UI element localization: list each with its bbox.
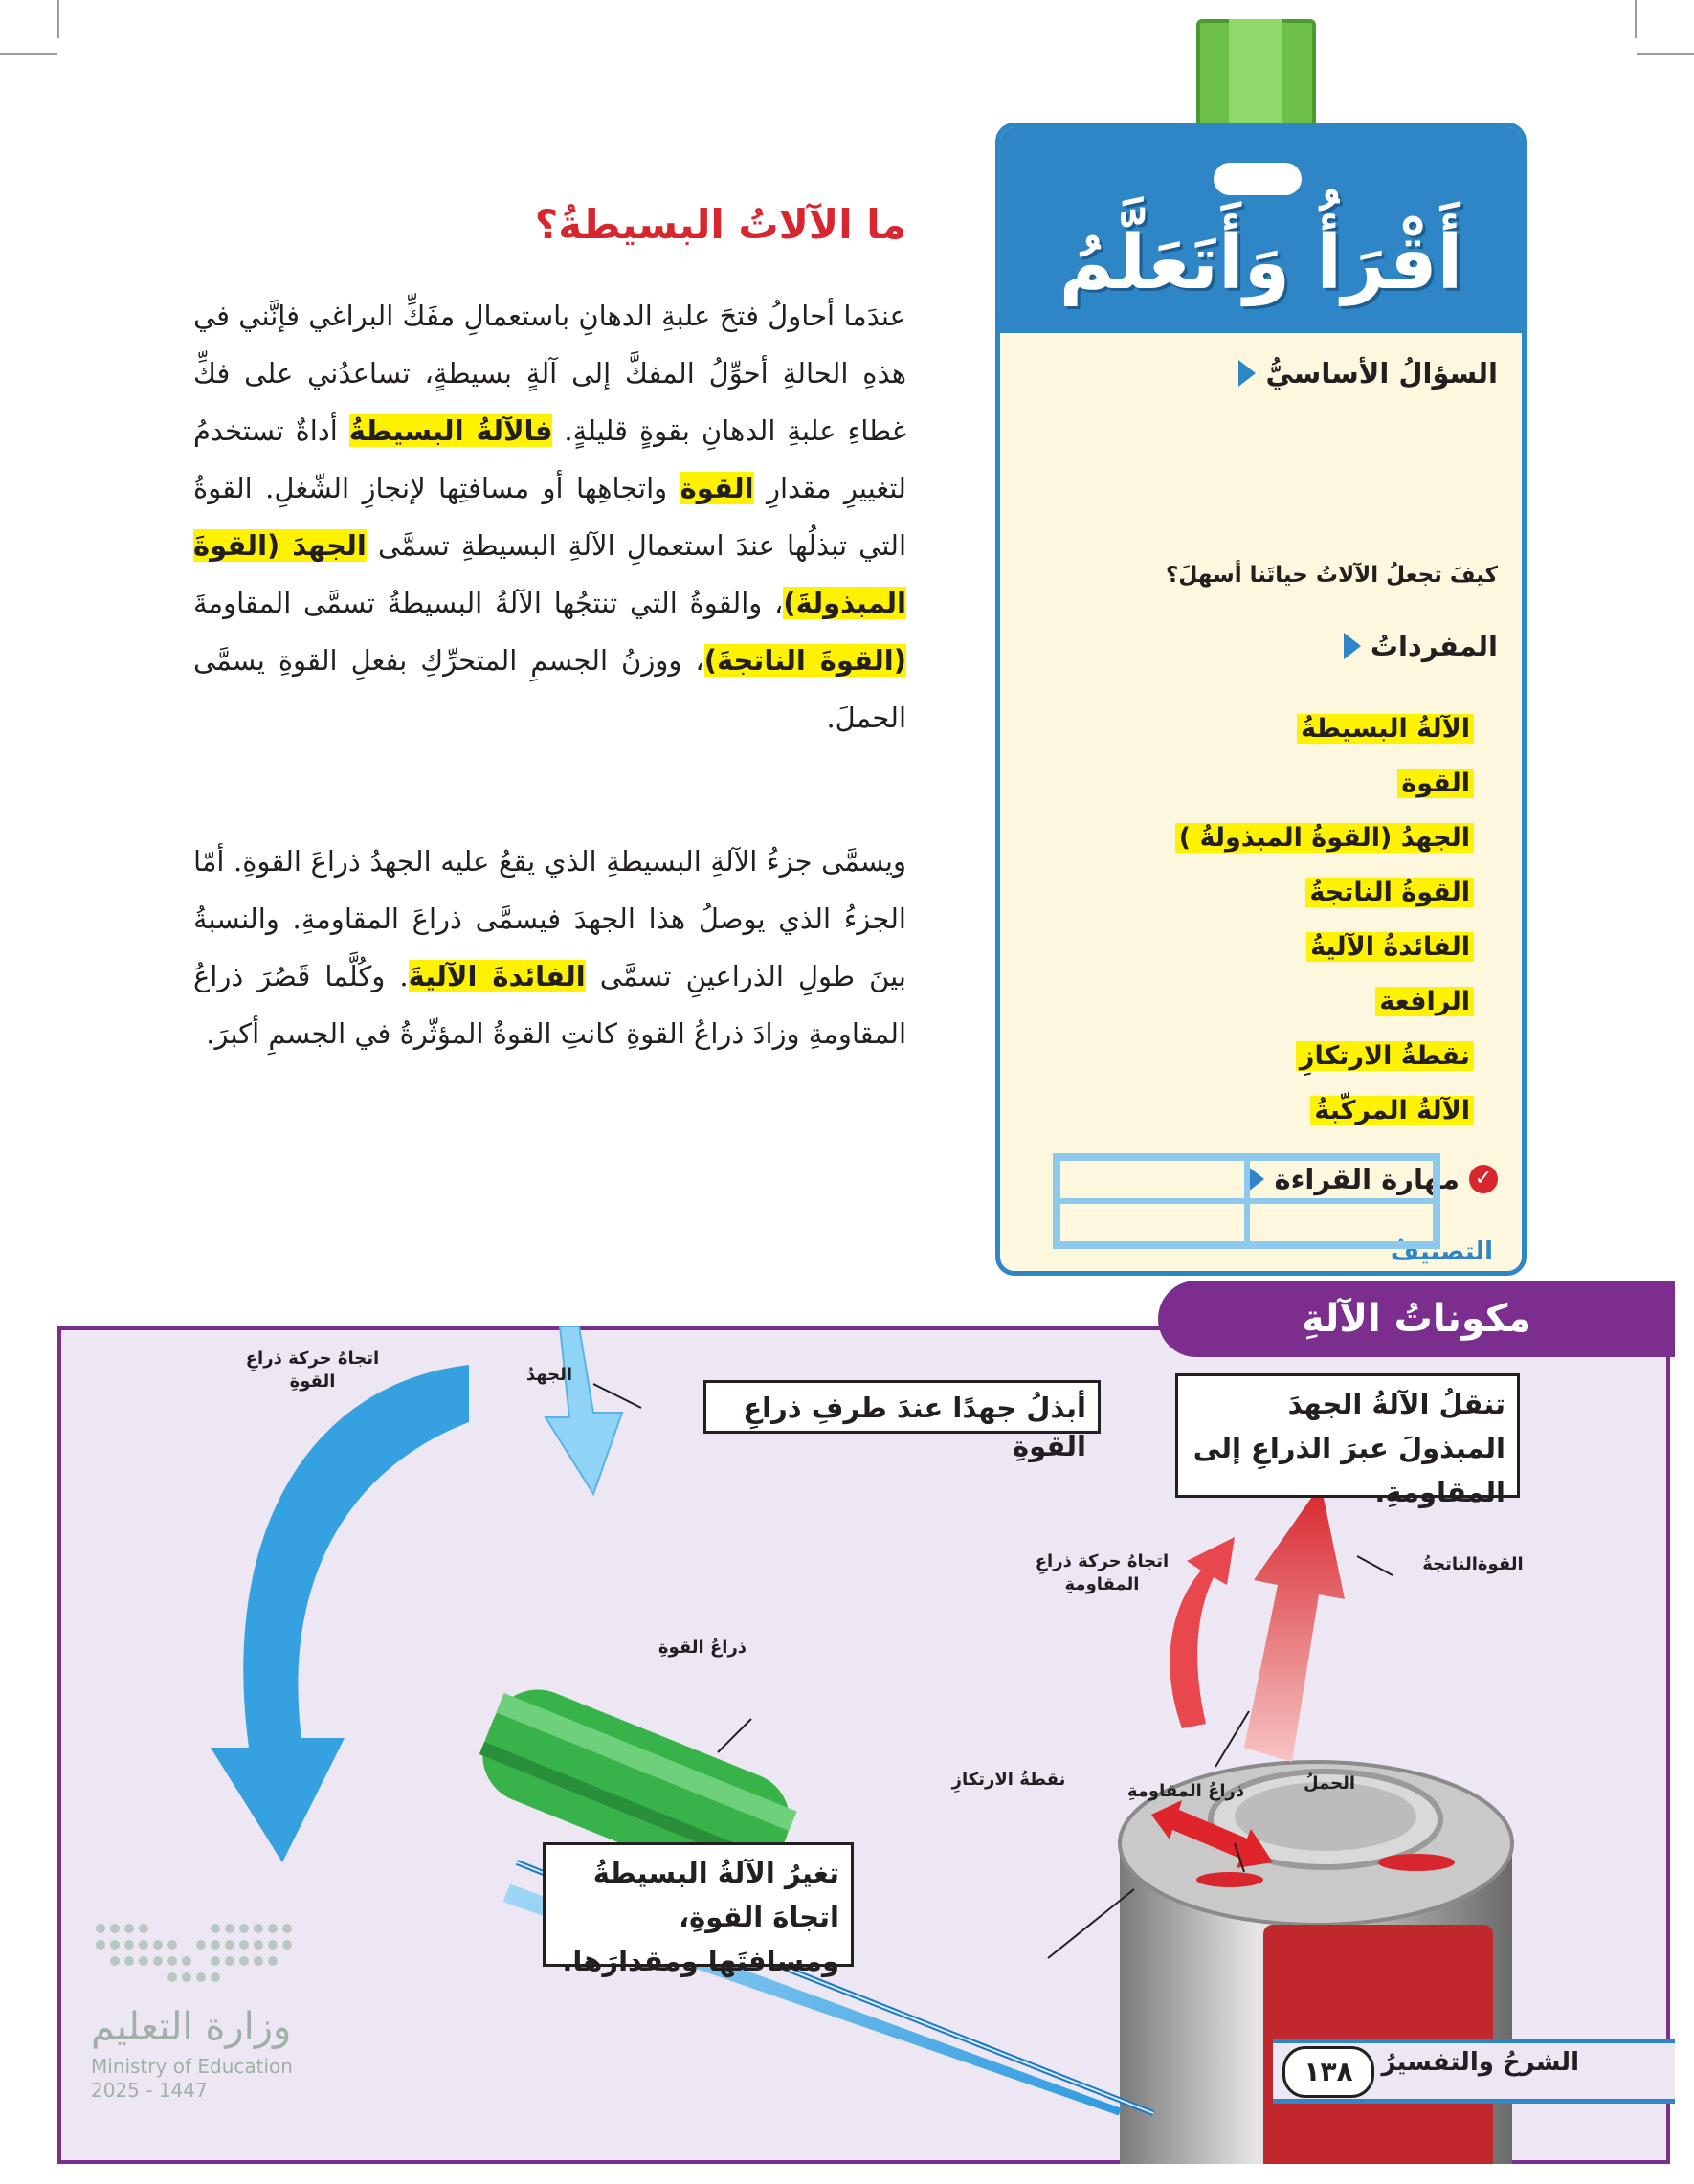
key-term: (القوةَ الناتجةَ) xyxy=(703,644,906,677)
vocabulary-heading xyxy=(1344,630,1498,662)
vocabulary-item: نقطةُ الارتكازِ xyxy=(1024,1029,1474,1083)
strap-slot xyxy=(1214,163,1302,195)
label-effort-direction: اتجاهُ حركة ذراعِ القوةِ xyxy=(245,1348,380,1392)
section-heading: ما الآلاتُ البسيطةُ؟ xyxy=(534,201,906,248)
reading-skill: التصنيفُ xyxy=(1390,1237,1493,1266)
key-term: الفائدةَ الآليةَ xyxy=(408,960,586,992)
label-effort-arm: ذراعُ القوةِ xyxy=(658,1638,747,1658)
page-number: ١٣٨ xyxy=(1282,2046,1374,2098)
crop-mark xyxy=(1637,53,1694,55)
paragraph-2: ويسمَّى جزءُ الآلةِ البسيطةِ الذي يقعُ عليه الجهدُ ذراعَ القوةِ. أمّا الجزءُ الذي يوصلُ هذا الجهدَ فيسمَّى ذراعَ المقاومةِ. والنسبةُ بينَ طولِ الذراعينِ تسمَّى الفائدةَ الآليةَ. وكُلَّما قَصُرَ ذراعُ المقاومةِ وزادَ ذراعُ القوةِ كانتِ القوةُ المؤثّرةُ في الجسمِ أكبرَ. xyxy=(193,845,907,1050)
vocabulary-item: الآلةُ البسيطةُ xyxy=(1024,702,1474,756)
key-term: فالآلةُ البسيطةُ xyxy=(348,414,553,447)
table-cell xyxy=(1058,1201,1247,1244)
checkmark-icon: ✓ xyxy=(1469,1165,1498,1193)
label-fulcrum: نقطةُ الارتكازِ xyxy=(951,1770,1066,1790)
crop-mark xyxy=(57,0,59,38)
vocabulary-item: الآلةُ المركّبةُ xyxy=(1024,1083,1474,1138)
table-cell xyxy=(1247,1201,1437,1244)
output-force-arrow xyxy=(1244,1484,1345,1762)
callout-change: تغيرُ الآلةُ البسيطةُ اتجاهَ القوةِ، ومسافتَها ومقدارَها. xyxy=(543,1842,854,1967)
essential-question-label: السؤالُ الأساسيُّ xyxy=(1265,357,1498,390)
crop-mark xyxy=(1635,0,1637,38)
vocabulary-list xyxy=(1024,702,1474,1138)
components-banner: مكوناتُ الآلةِ xyxy=(1158,1281,1675,1357)
vocabulary-item: الجهدُ (القوةُ المبذولةُ ) xyxy=(1024,811,1474,865)
label-effort: الجهدُ xyxy=(525,1365,573,1385)
vocabulary-item: الرافعة xyxy=(1024,974,1474,1029)
label-resistance-arm: ذراعُ المقاومةِ xyxy=(1126,1781,1245,1801)
effort-arrow xyxy=(546,1326,622,1494)
callout-effort: أبذلُ جهدًا عندَ طرفِ ذراعِ القوةِ xyxy=(703,1380,1101,1434)
ministry-name-ar: وزارة التعليم xyxy=(91,2005,292,2049)
essential-question-heading xyxy=(1238,357,1498,390)
card-title: أَقْرَأُ وَأَتَعَلَّمُ xyxy=(1059,220,1463,306)
table-cell xyxy=(1058,1158,1247,1201)
triangle-bullet-icon xyxy=(1238,360,1256,387)
edition-year: 2025 - 1447 xyxy=(91,2079,208,2102)
vocabulary-item: القوةُ الناتجةُ xyxy=(1024,865,1474,920)
paragraph-1: عندَما أحاولُ فتحَ علبةِ الدهانِ باستعمالِ مفَكِّ البراغي فإنَّني في هذهِ الحالةِ أحوِّلُ المفكَّ إلى آلةٍ بسيطةٍ، تساعدُني على فكِّ غطاءِ علبةِ الدهانِ بقوةٍ قليلةٍ. فالآلةُ البسيطةُ أداةٌ تستخدمُ لتغييرِ مقدارِ القوة واتجاهِها أو مسافتِها لإنجازِ الشّغلِ. القوةُ التي تبذلُها عندَ استعمالِ الآلةِ البسيطةِ تسمَّى الجهدَ (القوةَ المبذولةَ)، والقوةُ التي تنتجُها الآلةُ البسيطةُ تسمَّى المقاومةَ (القوةَ الناتجةَ)، ووزنُ الجسمِ المتحرِّكِ بفعلِ القوةِ يسمَّى الحملَ. xyxy=(193,300,907,734)
callout-transfer: تنقلُ الآلةُ الجهدَ المبذولَ عبرَ الذراعِ إلى المقاومةِ. xyxy=(1175,1373,1520,1498)
triangle-bullet-icon xyxy=(1344,633,1361,659)
classification-table xyxy=(1053,1153,1440,1249)
effort-direction-arrow xyxy=(211,1365,469,1862)
vocabulary-item: الفائدةُ الآليةُ xyxy=(1024,920,1474,974)
footer-section: الشرحُ والتفسيرُ xyxy=(1381,2048,1579,2077)
table-cell xyxy=(1247,1158,1437,1201)
label-output-force: القوةالناتجةُ xyxy=(1422,1554,1524,1574)
ministry-name-en: Ministry of Education xyxy=(91,2055,293,2078)
vocabulary-label: المفرداتُ xyxy=(1370,630,1498,662)
key-term: القوة xyxy=(680,472,754,504)
essential-question: كيفَ تجعلُ الآلاتُ حياتَنا أسهلَ؟ xyxy=(1166,563,1498,588)
label-load: الحملُ xyxy=(1303,1773,1356,1794)
reading-skill-label: مهارة القراءة xyxy=(1274,1163,1460,1195)
vocabulary-item: القوة xyxy=(1024,756,1474,811)
read-and-learn-card xyxy=(995,123,1527,1276)
crop-mark xyxy=(0,53,57,55)
key-term: الجهدَ (القوةَ المبذولةَ) xyxy=(193,529,906,619)
ministry-logo-icon xyxy=(91,1914,301,2000)
label-resistance-direction: اتجاهُ حركة ذراعِ المقاومةِ xyxy=(1035,1551,1170,1594)
